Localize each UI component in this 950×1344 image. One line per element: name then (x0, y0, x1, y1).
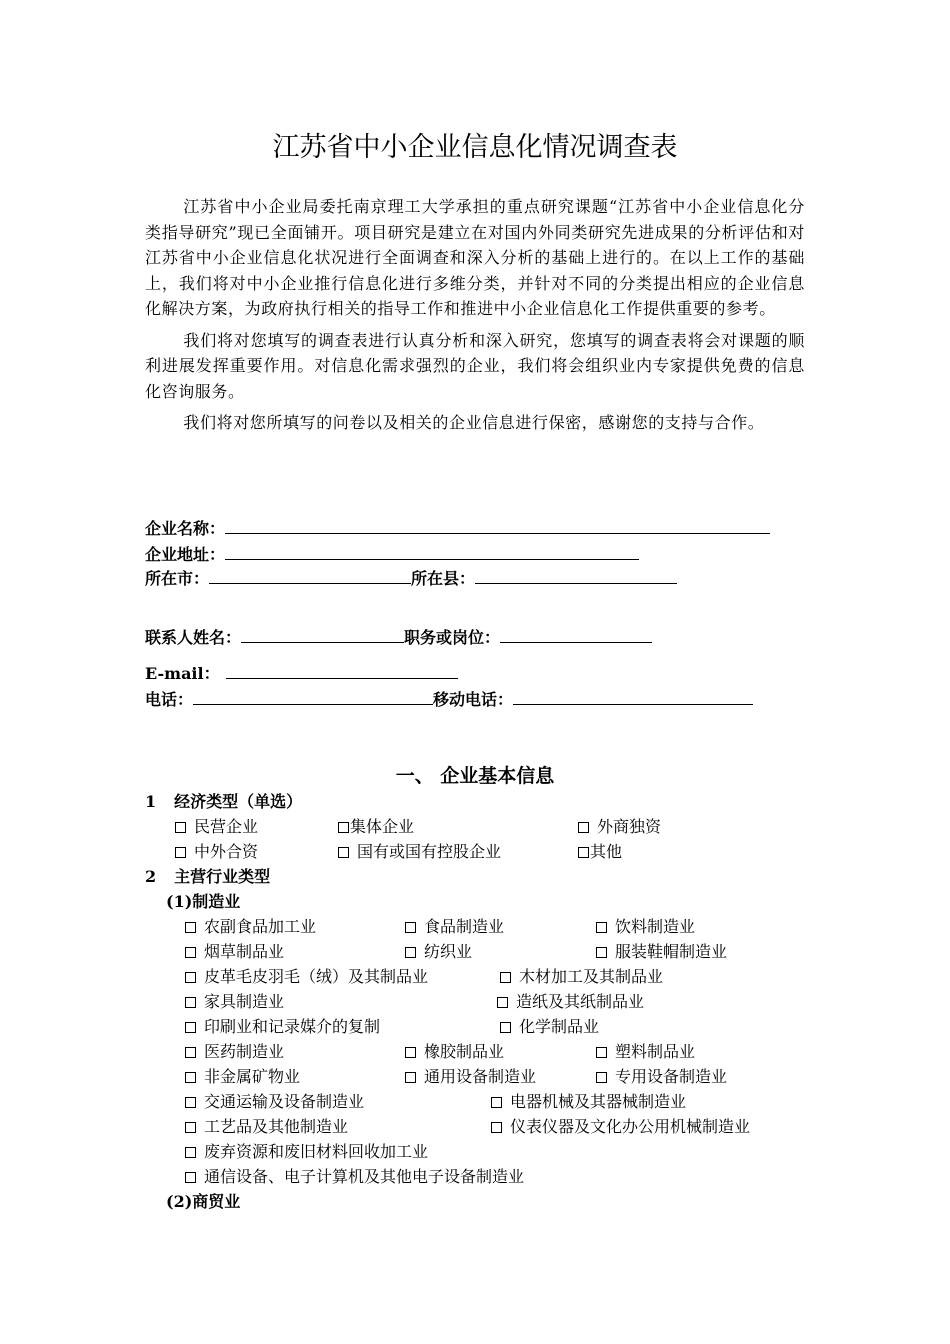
position-label: 职务或岗位： (404, 628, 501, 647)
question-1 (145, 791, 302, 813)
option-industry[interactable]: 纺织业 (405, 941, 472, 963)
checkbox[interactable] (405, 922, 416, 933)
intro-paragraph-3: 我们将对您所填写的问卷以及相关的企业信息进行保密，感谢您的支持与合作。 (183, 413, 765, 432)
intro-paragraph-2: 我们将对您填写的调查表进行认真分析和深入研究，您填写的调查表将会对课题的顺利进展发挥重要作用。对信息化需求强烈的企业，我们将会组织业内专家提供免费的信息化咨询服务。 (145, 330, 805, 401)
option-industry[interactable]: 工艺品及其他制造业 (185, 1116, 348, 1138)
checkbox[interactable] (405, 947, 416, 958)
option-industry[interactable]: 烟草制品业 (185, 941, 284, 963)
checkbox[interactable] (596, 1047, 607, 1058)
city-label: 所在市： (145, 569, 210, 588)
section-1-title: 一、 企业基本信息 (395, 765, 555, 787)
county-field[interactable] (475, 567, 677, 584)
checkbox[interactable] (405, 1047, 416, 1058)
company-name-label: 企业名称： (145, 519, 226, 538)
intro-text (145, 194, 805, 436)
document-title: 江苏省中小企业信息化情况调查表 (272, 132, 678, 163)
option-industry[interactable]: 非金属矿物业 (185, 1066, 300, 1088)
option-industry[interactable]: 废弃资源和废旧材料回收加工业 (185, 1141, 428, 1163)
phone-row (145, 688, 753, 711)
position-field[interactable] (500, 626, 652, 643)
checkbox[interactable] (185, 947, 196, 958)
checkbox[interactable] (175, 822, 186, 833)
email-label: E-mail： (145, 664, 220, 683)
email-row (145, 662, 458, 685)
option-industry[interactable]: 化学制品业 (500, 1016, 599, 1038)
checkbox[interactable] (185, 1047, 196, 1058)
option-industry[interactable]: 专用设备制造业 (596, 1066, 727, 1088)
checkbox[interactable] (500, 972, 511, 983)
mobile-label: 移动电话： (433, 690, 514, 709)
subsection-commerce: (2)商贸业 (166, 1192, 241, 1211)
checkbox[interactable] (578, 847, 589, 858)
question-2 (145, 866, 270, 888)
option-industry[interactable]: 农副食品加工业 (185, 916, 316, 938)
checkbox[interactable] (497, 997, 508, 1008)
option-industry[interactable]: 电器机械及其器械制造业 (491, 1091, 686, 1113)
checkbox[interactable] (185, 922, 196, 933)
subsection-manufacturing: (1)制造业 (166, 892, 241, 911)
checkbox[interactable] (405, 1072, 416, 1083)
option-industry[interactable]: 造纸及其纸制品业 (497, 991, 644, 1013)
checkbox[interactable] (338, 847, 349, 858)
option-industry[interactable]: 印刷业和记录媒介的复制 (185, 1016, 380, 1038)
option-economic-type[interactable]: 外商独资 (578, 816, 661, 838)
option-economic-type[interactable]: 中外合资 (175, 841, 258, 863)
option-industry[interactable]: 木材加工及其制品业 (500, 966, 663, 988)
contact-row (145, 626, 652, 649)
option-industry[interactable]: 通信设备、电子计算机及其他电子设备制造业 (185, 1166, 524, 1188)
question-2-number: 2 (145, 867, 157, 886)
option-industry[interactable]: 服装鞋帽制造业 (596, 941, 727, 963)
company-address-label: 企业地址： (145, 545, 226, 564)
option-industry[interactable]: 食品制造业 (405, 916, 504, 938)
contact-name-field[interactable] (241, 626, 404, 643)
checkbox[interactable] (185, 1172, 196, 1183)
option-economic-type[interactable]: 集体企业 (338, 816, 414, 838)
checkbox[interactable] (175, 847, 186, 858)
checkbox[interactable] (185, 1122, 196, 1133)
option-economic-type[interactable]: 国有或国有控股企业 (338, 841, 501, 863)
company-name-row (145, 517, 770, 540)
checkbox[interactable] (500, 1022, 511, 1033)
option-industry[interactable]: 橡胶制品业 (405, 1041, 504, 1063)
checkbox[interactable] (596, 1072, 607, 1083)
checkbox[interactable] (185, 972, 196, 983)
checkbox[interactable] (578, 822, 589, 833)
contact-name-label: 联系人姓名： (145, 628, 242, 647)
option-economic-type[interactable]: 其他 (578, 841, 622, 863)
option-industry[interactable]: 家具制造业 (185, 991, 284, 1013)
question-1-number: 1 (145, 792, 157, 811)
checkbox[interactable] (185, 1022, 196, 1033)
checkbox[interactable] (185, 1097, 196, 1108)
phone-label: 电话： (145, 690, 194, 709)
company-address-field[interactable] (225, 543, 639, 560)
checkbox[interactable] (491, 1097, 502, 1108)
county-label: 所在县： (411, 569, 476, 588)
intro-paragraph-1: 江苏省中小企业局委托南京理工大学承担的重点研究课题“江苏省中小企业信息化分类指导研究”现已全面铺开。项目研究是建立在对国内外同类研究先进成果的分析评估和对江苏省中小企业信息化状况进行全面调查和深入分析的基础上进行的。在以上工作的基础上，我们将对中小企业推行信息化进行多维分类，并针对不同的分类提出相应的企业信息化解决方案，为政府执行相关的指导工作和推进中小企业信息化工作提供重要的参考。 (145, 197, 805, 318)
option-economic-type[interactable]: 民营企业 (175, 816, 258, 838)
option-industry[interactable]: 塑料制品业 (596, 1041, 695, 1063)
option-industry[interactable]: 通用设备制造业 (405, 1066, 536, 1088)
company-name-field[interactable] (225, 517, 770, 534)
checkbox[interactable] (185, 1072, 196, 1083)
mobile-field[interactable] (513, 688, 753, 705)
company-address-row (145, 543, 639, 566)
checkbox[interactable] (338, 822, 349, 833)
checkbox[interactable] (596, 922, 607, 933)
phone-field[interactable] (193, 688, 433, 705)
question-2-label: 主营行业类型 (174, 867, 271, 886)
checkbox[interactable] (596, 947, 607, 958)
checkbox[interactable] (491, 1122, 502, 1133)
location-row (145, 567, 677, 590)
option-industry[interactable]: 皮革毛皮羽毛（绒）及其制品业 (185, 966, 428, 988)
option-industry[interactable]: 仪表仪器及文化办公用机械制造业 (491, 1116, 750, 1138)
email-field[interactable] (226, 662, 458, 679)
option-industry[interactable]: 饮料制造业 (596, 916, 695, 938)
option-industry[interactable]: 交通运输及设备制造业 (185, 1091, 364, 1113)
city-field[interactable] (209, 567, 411, 584)
checkbox[interactable] (185, 997, 196, 1008)
option-industry[interactable]: 医药制造业 (185, 1041, 284, 1063)
checkbox[interactable] (185, 1147, 196, 1158)
question-1-label: 经济类型（单选） (174, 792, 303, 811)
